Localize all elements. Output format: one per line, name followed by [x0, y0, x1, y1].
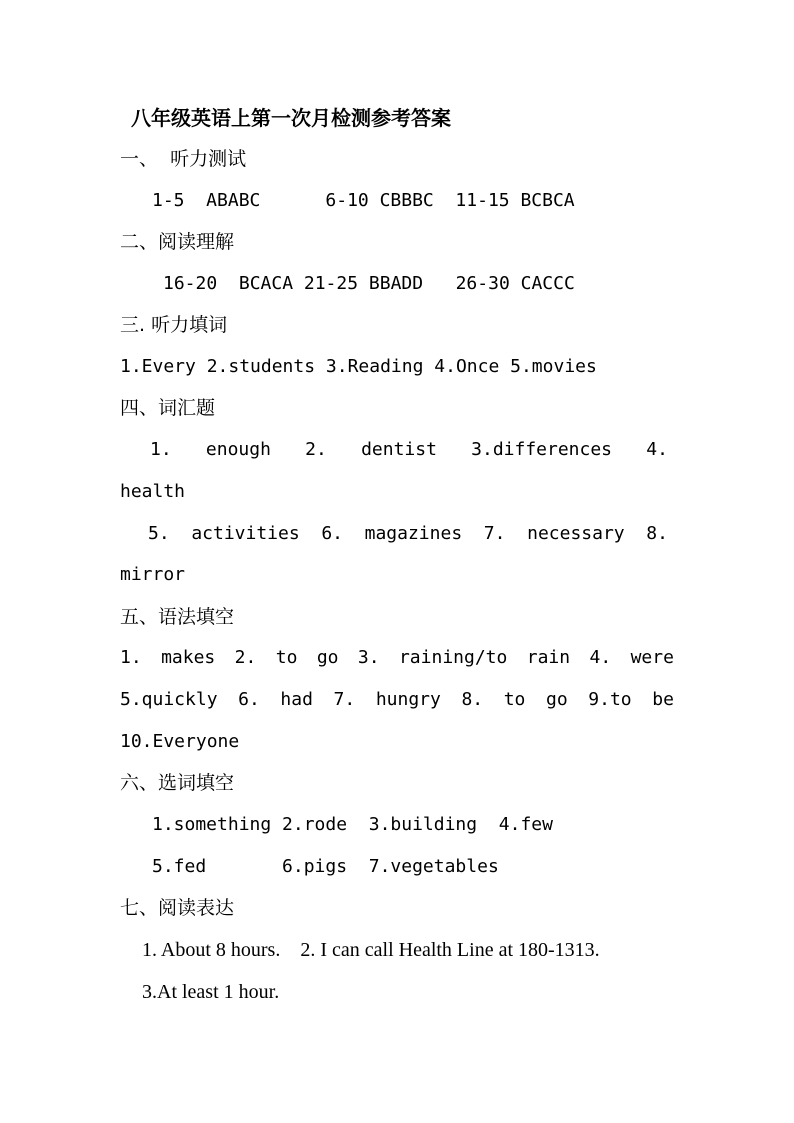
vocab-item: magazines	[364, 523, 463, 544]
grammar-item: were	[630, 647, 674, 668]
vocab-item: necessary	[527, 523, 625, 544]
grammar-item: 2.	[234, 647, 257, 668]
section-heading-reading: 二、阅读理解	[120, 231, 235, 253]
grammar-item: rain	[526, 647, 571, 668]
vocab-item: 4.	[646, 439, 668, 460]
page-title: 八年级英语上第一次月检测参考答案	[131, 106, 451, 130]
grammar-row-3: 10.Everyone	[120, 731, 240, 752]
grammar-item: be	[652, 689, 674, 710]
grammar-item: 5.quickly	[120, 689, 218, 710]
grammar-item: 1.	[120, 647, 142, 668]
vocab-item: 1.	[150, 439, 172, 460]
vocabulary-row-1	[150, 438, 668, 462]
vocabulary-row-1-wrap: health	[120, 481, 186, 502]
vocab-item: dentist	[361, 439, 437, 460]
grammar-item: 3.	[357, 647, 380, 668]
vocabulary-row-2	[148, 522, 668, 546]
grammar-item: hungry	[375, 689, 441, 710]
grammar-item: 4.	[589, 647, 612, 668]
grammar-item: 7.	[333, 689, 356, 710]
word-choice-answers-1: 1.something 2.rode 3.building 4.few	[152, 814, 553, 835]
reading-expression-answers-2: 3.At least 1 hour.	[142, 981, 280, 1003]
reading-expression-answers-1: 1. About 8 hours. 2. I can call Health Line at 180-1313.	[142, 939, 600, 961]
vocab-item: 3.differences	[471, 439, 613, 460]
grammar-item: to	[503, 689, 526, 710]
grammar-item: 9.to	[588, 689, 632, 710]
grammar-item: go	[546, 689, 568, 710]
grammar-item: 6.	[238, 689, 260, 710]
vocab-item: 7.	[483, 523, 506, 544]
section-heading-word-choice: 六、选词填空	[120, 772, 235, 794]
grammar-row-1	[120, 646, 674, 670]
section-heading-listening-fill: 三. 听力填词	[120, 314, 228, 336]
vocab-item: activities	[191, 523, 300, 544]
section-heading-reading-expression: 七、阅读表达	[120, 897, 235, 919]
grammar-item: go	[316, 647, 339, 668]
listening-test-answers: 1-5 ABABC 6-10 CBBBC 11-15 BCBCA	[152, 190, 575, 211]
vocabulary-row-2-wrap: mirror	[120, 564, 186, 585]
grammar-item: raining/to	[398, 647, 508, 668]
listening-fill-answers: 1.Every 2.students 3.Reading 4.Once 5.movies	[120, 356, 597, 377]
word-choice-answers-2: 5.fed 6.pigs 7.vegetables	[152, 856, 499, 877]
reading-answers: 16-20 BCACA 21-25 BBADD 26-30 CACCC	[163, 273, 575, 294]
section-heading-vocabulary: 四、词汇题	[120, 397, 216, 419]
grammar-item: had	[280, 689, 313, 710]
vocab-item: 6.	[321, 523, 343, 544]
vocab-item: 5.	[148, 523, 170, 544]
vocab-item: 8.	[646, 523, 668, 544]
vocab-item: 2.	[305, 439, 327, 460]
vocab-item: enough	[205, 439, 271, 460]
grammar-item: 8.	[461, 689, 484, 710]
grammar-item: to	[275, 647, 298, 668]
section-heading-listening-test: 一、 听力测试	[120, 148, 247, 170]
grammar-item: makes	[161, 647, 216, 668]
grammar-row-2	[120, 688, 674, 712]
section-heading-grammar: 五、语法填空	[120, 606, 235, 628]
